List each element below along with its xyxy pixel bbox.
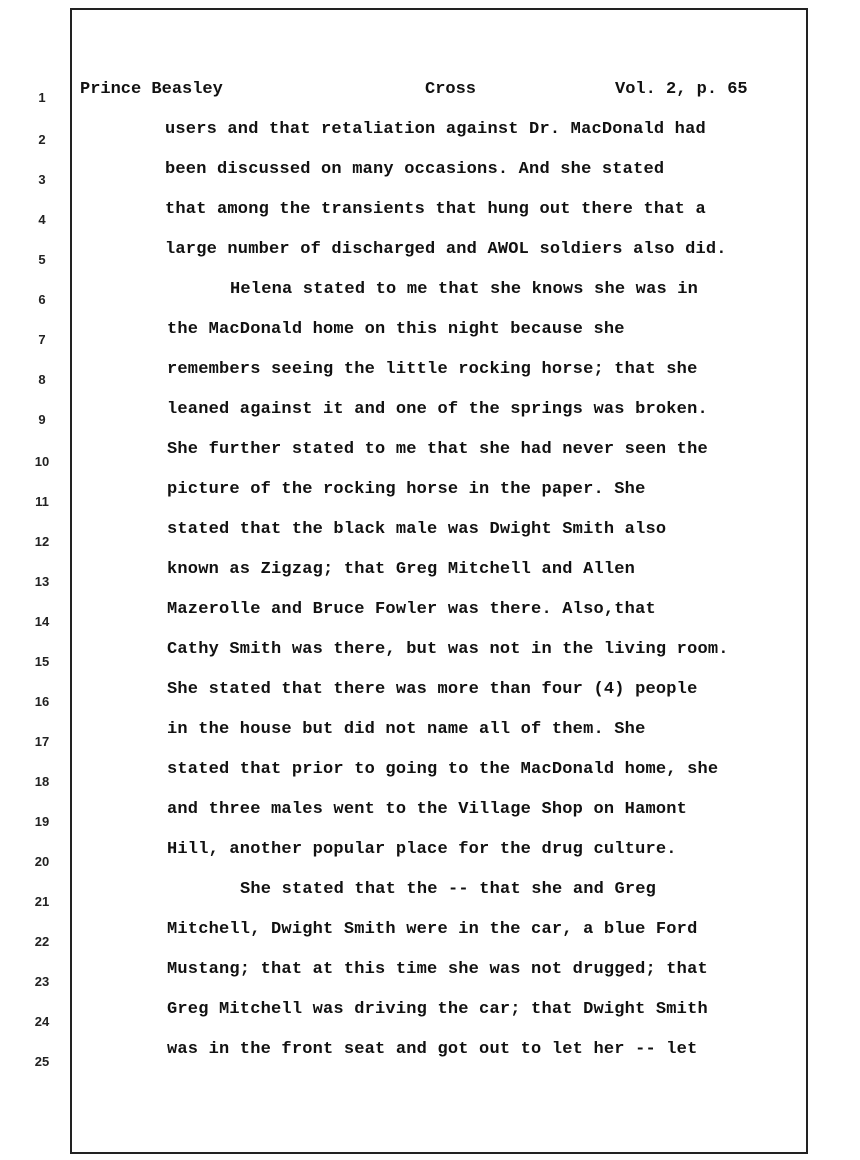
- line-number: 17: [34, 734, 50, 749]
- transcript-line: that among the transients that hung out there that a: [165, 200, 706, 219]
- line-number: 14: [34, 614, 50, 629]
- line-number: 16: [34, 694, 50, 709]
- transcript-line: Hill, another popular place for the drug culture.: [167, 840, 677, 859]
- transcript-line: known as Zigzag; that Greg Mitchell and Allen: [167, 560, 636, 579]
- transcript-line: Helena stated to me that she knows she was in: [230, 280, 699, 299]
- line-number: 13: [34, 574, 50, 589]
- line-number: 1: [38, 90, 46, 105]
- line-number: 5: [38, 252, 46, 267]
- transcript-line: been discussed on many occasions. And she stated: [165, 160, 665, 179]
- transcript-line: stated that the black male was Dwight Smith also: [167, 520, 667, 539]
- line-number: 6: [38, 292, 46, 307]
- transcript-line: She stated that the -- that she and Greg: [240, 880, 657, 899]
- transcript-line: stated that prior to going to the MacDonald home, she: [167, 760, 719, 779]
- line-number: 22: [34, 934, 50, 949]
- line-number: 21: [34, 894, 50, 909]
- transcript-line: Cathy Smith was there, but was not in the living room.: [167, 640, 729, 659]
- transcript-line: Mitchell, Dwight Smith were in the car, a blue Ford: [167, 920, 698, 939]
- line-number: 20: [34, 854, 50, 869]
- transcript-line: Greg Mitchell was driving the car; that Dwight Smith: [167, 1000, 708, 1019]
- line-number: 12: [34, 534, 50, 549]
- transcript-line: and three males went to the Village Shop on Hamont: [167, 800, 688, 819]
- line-number: 23: [34, 974, 50, 989]
- transcript-line: users and that retaliation against Dr. MacDonald had: [165, 120, 706, 139]
- transcript-line: leaned against it and one of the springs was broken.: [167, 400, 708, 419]
- line-number: 3: [38, 172, 46, 187]
- line-number: 7: [38, 332, 46, 347]
- line-number: 24: [34, 1014, 50, 1029]
- page-header: [80, 80, 780, 106]
- volume-page-reference: Vol. 2, p. 65: [615, 80, 748, 99]
- transcript-line: was in the front seat and got out to let her -- let: [167, 1040, 698, 1059]
- witness-name: Prince Beasley: [80, 80, 223, 99]
- transcript-line: She further stated to me that she had never seen the: [167, 440, 708, 459]
- line-number: 8: [38, 372, 46, 387]
- transcript-line: large number of discharged and AWOL soldiers also did.: [165, 240, 727, 259]
- line-number: 25: [34, 1054, 50, 1069]
- line-number-column: [0, 0, 70, 1160]
- line-number: 10: [34, 454, 50, 469]
- line-number: 4: [38, 212, 46, 227]
- transcript-line: Mazerolle and Bruce Fowler was there. Also,that: [167, 600, 656, 619]
- line-number: 19: [34, 814, 50, 829]
- transcript-line: remembers seeing the little rocking horse; that she: [167, 360, 698, 379]
- transcript-line: picture of the rocking horse in the paper. She: [167, 480, 646, 499]
- transcript-line: Mustang; that at this time she was not drugged; that: [167, 960, 708, 979]
- line-number: 9: [38, 412, 46, 427]
- line-number: 15: [34, 654, 50, 669]
- line-number: 18: [34, 774, 50, 789]
- examination-type: Cross: [425, 80, 477, 99]
- transcript-line: She stated that there was more than four (4) people: [167, 680, 698, 699]
- page-border: [70, 8, 808, 1154]
- line-number: 2: [38, 132, 46, 147]
- transcript-line: in the house but did not name all of them. She: [167, 720, 646, 739]
- line-number: 11: [35, 494, 49, 509]
- transcript-line: the MacDonald home on this night because she: [167, 320, 625, 339]
